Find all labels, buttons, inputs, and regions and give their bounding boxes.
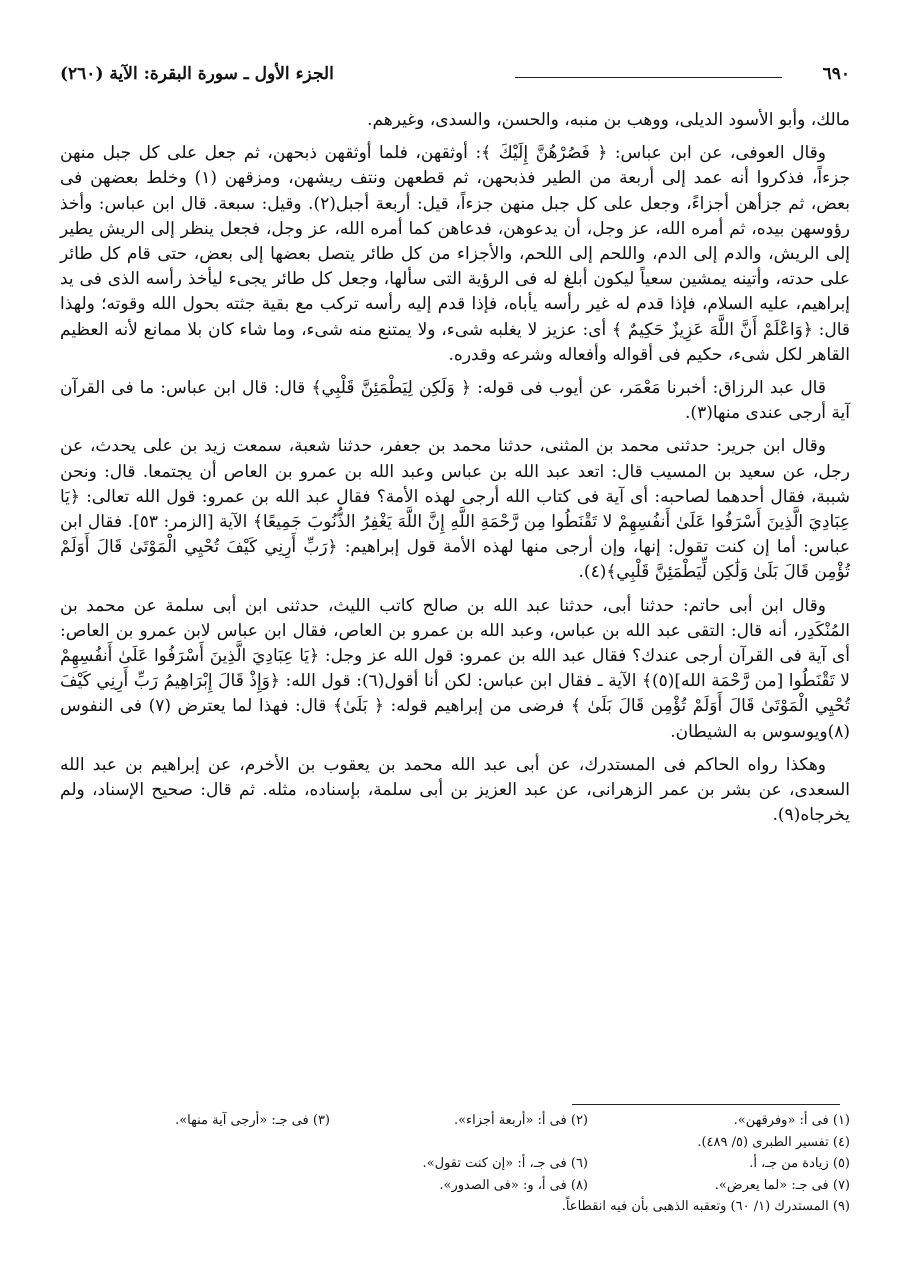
footnote-1: (١) فى أ: «وفرقهن». <box>733 1113 850 1128</box>
footnote-row <box>60 1153 850 1175</box>
footnote-separator <box>572 1104 840 1105</box>
paragraph-awfi: وقال العوفى، عن ابن عباس: ﴿ فَصُرْهُنَّ إِلَيْكَ ﴾: أوثقهن، فلما أوثقهن ذبحهن، ثم جعل على كل جبل منهن جزءاً، فذكروا أنه عمد إلى أربعة من الطير فذبحهن، ثم قطعهن ونتف ريشهن، ومزقهن (١) وخلط بعضهن فى بعض، ثم جزأهن أجزاءً، وجعل على كل جبل منهن جزءاً، قيل: أربعة أجبل(٢). وقيل: سبعة. قال ابن عباس: وأخذ رؤوسهن بيده، ثم أمره الله، عز وجل، أن يدعوهن، فدعاهن كما أمره الله، عز وجل، فجعل ينظر إلى الريش يطير إلى الريش، والدم إلى الدم، واللحم إلى اللحم، والأجزاء من كل طائر يتصل بعضها إلى بعض، حتى قام كل طائر على حدته، وأتينه يمشين سعياً ليكون أبلغ له فى الرؤية التى سألها، وجعل كل طائر يجىء ليأخذ رأسه الذى فى يد إبراهيم، عليه السلام، فإذا قدم له غير رأسه يأباه، فإذا قدم إليه رأسه تركب مع بقية جثته بحول الله وقوته؛ ولهذا قال: ﴿وَاعْلَمْ أَنَّ اللَّهَ عَزِيزٌ حَكِيمٌ ﴾ أى: عزيز لا يغلبه شىء، ولا يمتنع منه شىء، وما شاء كان بلا ممانع لأنه العظيم القاهر لكل شىء، حكيم فى أقواله وأفعاله وشرعه وقدره. <box>60 143 850 365</box>
footnote-8: (٨) فى أ، و: «فى الصدور». <box>439 1177 588 1193</box>
footnote-3: (٣) فى جـ: «أرجى آية منها». <box>175 1113 330 1128</box>
main-text <box>60 108 850 836</box>
footnotes <box>60 1110 850 1218</box>
footnote-row <box>60 1132 850 1154</box>
paragraph-ibn-jarir: وقال ابن جرير: حدثنى محمد بن المثنى، حدثنا محمد بن جعفر، حدثنا شعبة، سمعت زيد بن على يحدث، عن رجل، عن سعيد بن المسيب قال: اتعد عبد الله بن عباس وعبد الله بن عمرو بن العاص أن يجتمعا. قال: ونحن شببة، فقال أحدهما لصاحبه: أى آية فى كتاب الله أرجى لهذه الأمة؟ فقال عبد الله بن عمرو: قول الله تعالى: ﴿يَا عِبَادِيَ الَّذِينَ أَسْرَفُوا عَلَىٰ أَنفُسِهِمْ لا تَقْنَطُوا مِن رَّحْمَةِ اللَّهِ إِنَّ اللَّهَ يَغْفِرُ الذُّنُوبَ جَمِيعًا﴾ الآية [الزمر: ٥٣]. فقال ابن عباس: أما إن كنت تقول: إنها، وإن أرجى منها لهذه الأمة قول إبراهيم: ﴿رَبِّ أَرِنِي كَيْفَ تُحْيِي الْمَوْتَىٰ قَالَ أَوَلَمْ تُؤْمِن قَالَ بَلَىٰ وَلَٰكِن لِّيَطْمَئِنَّ قَلْبِي﴾(٤). <box>60 436 850 583</box>
paragraph-ibn-abi-hatim: وقال ابن أبى حاتم: حدثنا أبى، حدثنا عبد الله بن صالح كاتب الليث، حدثنى ابن أبى سلمة عن محمد بن المُنْكَدِر، أنه قال: التقى عبد الله بن عباس، وعبد الله بن عمرو بن العاص، فقال ابن عباس لابن عمرو بن العاص: أى آية فى القرآن أرجى عندك؟ فقال عبد الله بن عمرو: قول الله عز وجل: ﴿يَا عِبَادِيَ الَّذِينَ أَسْرَفُوا عَلَىٰ أَنفُسِهِمْ لا تَقْنَطُوا [من رَّحْمَة الله](٥)﴾ الآية ـ فقال ابن عباس: لكن أنا أقول(٦): قول الله: ﴿وَإِذْ قَالَ إِبْرَاهِيمُ رَبِّ أَرِنِي كَيْفَ تُحْيِي الْمَوْتَىٰ قَالَ أَوَلَمْ تُؤْمِن قَالَ بَلَىٰ ﴾ فرضى من إبراهيم قوله: ﴿ بَلَىٰ﴾ قال: فهذا لما يعترض (٧) فى النفوس (٨)ويوسوس به الشيطان. <box>60 595 850 742</box>
page-number: ٦٩٠ <box>822 64 850 84</box>
footnote-row <box>60 1110 850 1132</box>
page-header <box>60 64 850 90</box>
footnote-row <box>60 1175 850 1197</box>
header-rule <box>515 77 782 78</box>
footnote-7: (٧) فى جـ: «لما يعرض». <box>714 1177 850 1193</box>
paragraph-hakim: وهكذا رواه الحاكم فى المستدرك، عن أبى عبد الله محمد بن يعقوب بن الأخرم، عن إبراهيم بن عبد الله السعدى، عن بشر بن عمر الزهرانى، عن عبد العزيز بن أبى سلمة، بإسناده، مثله. ثم قال: صحيح الإسناد، ولم يخرجاه(٩). <box>60 754 850 826</box>
footnote-6: (٦) فى جـ، أ: «إن كنت تقول». <box>422 1156 588 1171</box>
footnote-9: (٩) المستدرك (١/ ٦٠) وتعقبه الذهبى بأن فيه انقطاعاً. <box>561 1199 850 1214</box>
footnote-row <box>60 1196 850 1218</box>
paragraph-continuation: مالك، وأبو الأسود الديلى، ووهب بن منبه، والحسن، والسدى، وغيرهم. <box>367 110 850 130</box>
footnote-4: (٤) تفسير الطبرى (٥/ ٤٨٩). <box>697 1134 850 1150</box>
running-title: الجزء الأول ـ سورة البقرة: الآية (٢٦٠) <box>60 64 334 84</box>
footnote-5: (٥) زيادة من جـ، أ. <box>749 1156 850 1171</box>
paragraph-abdul-razzaq: قال عبد الرزاق: أخبرنا مَعْمَر، عن أيوب فى قوله: ﴿ وَلَكِن لِيَطْمَئِنَّ قَلْبِي﴾ قال: قال ابن عباس: ما فى القرآن آية أرجى عندى منها(٣). <box>60 378 850 424</box>
footnote-2: (٢) فى أ: «أربعة أجزاء». <box>453 1113 588 1128</box>
